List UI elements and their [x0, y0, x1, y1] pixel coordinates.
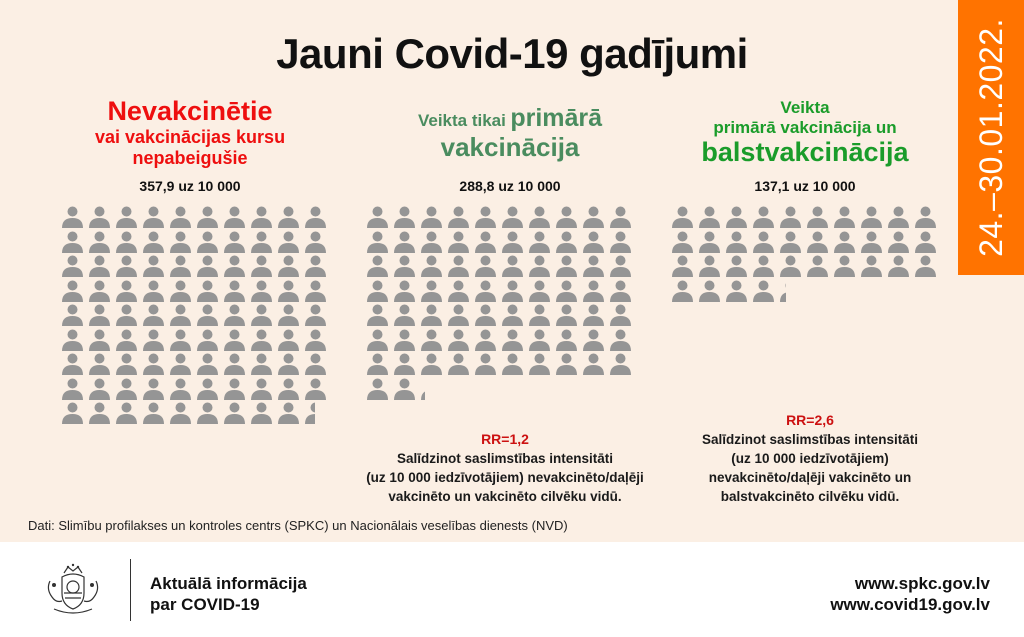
person-icon [421, 280, 442, 302]
pictogram-unvaccinated [62, 206, 326, 424]
person-icon [556, 353, 577, 375]
person-icon [915, 231, 936, 253]
person-icon [89, 402, 110, 424]
heading-booster [670, 98, 940, 168]
person-icon [224, 206, 245, 228]
person-icon [502, 206, 523, 228]
person-icon [448, 304, 469, 326]
person-icon [367, 304, 388, 326]
person-icon [278, 304, 299, 326]
person-icon [251, 329, 272, 351]
person-icon [197, 329, 218, 351]
person-icon [780, 255, 801, 277]
person-icon [394, 280, 415, 302]
person-icon [583, 304, 604, 326]
person-icon [305, 353, 326, 375]
person-icon [116, 402, 137, 424]
rr-primary-line: Salīdzinot saslimstības intensitāti [396, 451, 614, 466]
page-title: Jauni Covid-19 gadījumi [276, 30, 748, 77]
person-icon [224, 304, 245, 326]
person-icon [143, 231, 164, 253]
rr-booster-line: (uz 10 000 iedzīvotājiem) [731, 451, 889, 466]
person-icon [502, 329, 523, 351]
person-icon [278, 255, 299, 277]
person-icon [394, 329, 415, 351]
person-icon [305, 206, 326, 228]
person-icon [753, 206, 774, 228]
person-icon [278, 402, 299, 424]
coat-of-arms-icon [42, 563, 104, 617]
person-icon [305, 304, 326, 326]
person-icon [448, 255, 469, 277]
person-icon [367, 231, 388, 253]
person-icon [62, 255, 83, 277]
person-icon [224, 329, 245, 351]
rr-booster-line: nevakcinēto/daļēji vakcinēto un [708, 470, 912, 485]
person-icon [861, 231, 882, 253]
partial-person-icon [305, 402, 315, 424]
person-icon [62, 402, 83, 424]
person-icon [278, 329, 299, 351]
heading-booster-line1: Veikta [780, 98, 830, 117]
person-icon [529, 280, 550, 302]
person-icon [529, 255, 550, 277]
person-icon [699, 231, 720, 253]
person-icon [116, 206, 137, 228]
footer-info-line2: par COVID-19 [150, 595, 260, 614]
person-icon [394, 231, 415, 253]
heading-primary [365, 104, 655, 163]
person-icon [556, 255, 577, 277]
person-icon [116, 304, 137, 326]
person-icon [726, 255, 747, 277]
person-icon [394, 353, 415, 375]
person-icon [448, 280, 469, 302]
person-icon [143, 353, 164, 375]
person-icon [421, 231, 442, 253]
person-icon [394, 255, 415, 277]
person-icon [224, 402, 245, 424]
person-icon [888, 255, 909, 277]
person-icon [726, 280, 747, 302]
person-icon [753, 255, 774, 277]
heading-unvaccinated-main: Nevakcinētie [107, 96, 273, 126]
person-icon [699, 206, 720, 228]
person-icon [888, 206, 909, 228]
person-icon [143, 304, 164, 326]
person-icon [502, 255, 523, 277]
person-icon [672, 280, 693, 302]
person-icon [170, 329, 191, 351]
person-icon [251, 304, 272, 326]
person-icon [726, 231, 747, 253]
rr-booster [660, 411, 960, 506]
person-icon [89, 353, 110, 375]
person-icon [170, 304, 191, 326]
person-icon [89, 378, 110, 400]
heading-unvaccinated-sub2: nepabeigušie [132, 147, 248, 168]
person-icon [475, 329, 496, 351]
person-icon [367, 255, 388, 277]
person-icon [726, 206, 747, 228]
person-icon [367, 206, 388, 228]
person-icon [672, 231, 693, 253]
person-icon [502, 353, 523, 375]
person-icon [251, 280, 272, 302]
person-icon [62, 378, 83, 400]
rr-primary-value: RR=1,2 [481, 431, 529, 447]
link-spkc[interactable]: www.spkc.gov.lv [854, 574, 990, 593]
rate-unvaccinated: 357,9 uz 10 000 [139, 178, 241, 194]
person-icon [421, 255, 442, 277]
person-icon [610, 329, 631, 351]
person-icon [529, 304, 550, 326]
person-icon [502, 231, 523, 253]
person-icon [610, 280, 631, 302]
person-icon [421, 304, 442, 326]
person-icon [529, 206, 550, 228]
person-icon [421, 206, 442, 228]
person-icon [197, 206, 218, 228]
person-icon [62, 206, 83, 228]
rate-booster: 137,1 uz 10 000 [754, 178, 856, 194]
person-icon [780, 206, 801, 228]
person-icon [62, 231, 83, 253]
person-icon [394, 378, 415, 400]
person-icon [197, 255, 218, 277]
person-icon [699, 255, 720, 277]
person-icon [556, 231, 577, 253]
rr-booster-value: RR=2,6 [786, 412, 834, 428]
person-icon [583, 231, 604, 253]
person-icon [610, 231, 631, 253]
heading-booster-line2: primārā vakcinācija un [713, 117, 897, 137]
person-icon [367, 353, 388, 375]
person-icon [475, 304, 496, 326]
person-icon [583, 280, 604, 302]
person-icon [475, 231, 496, 253]
person-icon [915, 206, 936, 228]
person-icon [807, 206, 828, 228]
person-icon [610, 353, 631, 375]
person-icon [475, 206, 496, 228]
person-icon [834, 206, 855, 228]
person-icon [224, 255, 245, 277]
person-icon [699, 280, 720, 302]
person-icon [672, 206, 693, 228]
person-icon [197, 353, 218, 375]
person-icon [170, 378, 191, 400]
person-icon [305, 231, 326, 253]
person-icon [197, 402, 218, 424]
footer-links [830, 573, 990, 615]
person-icon [529, 329, 550, 351]
heading-primary-pre: Veikta tikai [417, 111, 506, 130]
person-icon [888, 231, 909, 253]
person-icon [529, 353, 550, 375]
heading-primary-bold2: vakcinācija [440, 131, 580, 162]
person-icon [62, 353, 83, 375]
heading-unvaccinated [60, 96, 320, 168]
person-icon [143, 378, 164, 400]
person-icon [448, 353, 469, 375]
person-icon [197, 280, 218, 302]
person-icon [116, 329, 137, 351]
person-icon [278, 206, 299, 228]
footer-info-line1: Aktuālā informācija [150, 574, 307, 593]
link-covid19[interactable]: www.covid19.gov.lv [830, 595, 990, 614]
person-icon [502, 304, 523, 326]
person-icon [89, 280, 110, 302]
person-icon [367, 280, 388, 302]
person-icon [170, 353, 191, 375]
person-icon [861, 206, 882, 228]
person-icon [143, 280, 164, 302]
person-icon [421, 353, 442, 375]
person-icon [367, 378, 388, 400]
person-icon [556, 280, 577, 302]
person-icon [197, 304, 218, 326]
person-icon [556, 206, 577, 228]
rr-primary [340, 430, 670, 506]
person-icon [251, 255, 272, 277]
footer-info [150, 573, 307, 615]
person-icon [305, 255, 326, 277]
person-icon [610, 255, 631, 277]
person-icon [170, 206, 191, 228]
person-icon [583, 255, 604, 277]
person-icon [197, 231, 218, 253]
person-icon [116, 378, 137, 400]
person-icon [89, 231, 110, 253]
person-icon [780, 231, 801, 253]
person-icon [448, 231, 469, 253]
partial-person-icon [421, 378, 425, 400]
person-icon [915, 255, 936, 277]
footer-divider [130, 559, 131, 621]
person-icon [89, 255, 110, 277]
person-icon [305, 329, 326, 351]
person-icon [367, 329, 388, 351]
rr-booster-line: balstvakcinēto cilvēku vidū. [720, 489, 900, 504]
person-icon [753, 280, 774, 302]
person-icon [672, 255, 693, 277]
person-icon [116, 255, 137, 277]
person-icon [394, 206, 415, 228]
rr-booster-line: Salīdzinot saslimstības intensitāti [701, 432, 919, 447]
person-icon [753, 231, 774, 253]
person-icon [305, 378, 326, 400]
person-icon [143, 329, 164, 351]
person-icon [421, 329, 442, 351]
person-icon [556, 329, 577, 351]
person-icon [807, 255, 828, 277]
date-range-text: 24.–30.01.2022. [972, 18, 1009, 257]
person-icon [448, 206, 469, 228]
person-icon [89, 329, 110, 351]
person-icon [475, 255, 496, 277]
person-icon [834, 255, 855, 277]
person-icon [305, 280, 326, 302]
person-icon [278, 353, 299, 375]
person-icon [448, 329, 469, 351]
person-icon [502, 280, 523, 302]
person-icon [116, 280, 137, 302]
person-icon [556, 304, 577, 326]
person-icon [278, 378, 299, 400]
person-icon [62, 304, 83, 326]
person-icon [583, 329, 604, 351]
person-icon [251, 353, 272, 375]
person-icon [834, 231, 855, 253]
person-icon [89, 206, 110, 228]
person-icon [251, 378, 272, 400]
person-icon [278, 280, 299, 302]
person-icon [143, 255, 164, 277]
person-icon [89, 304, 110, 326]
person-icon [251, 206, 272, 228]
person-icon [251, 402, 272, 424]
person-icon [475, 353, 496, 375]
person-icon [116, 353, 137, 375]
person-icon [861, 255, 882, 277]
person-icon [807, 231, 828, 253]
person-icon [610, 206, 631, 228]
pictogram-booster [672, 206, 936, 302]
person-icon [583, 206, 604, 228]
person-icon [197, 378, 218, 400]
rr-primary-line: vakcinēto un vakcinēto cilvēku vidū. [388, 489, 622, 504]
rr-primary-line: (uz 10 000 iedzīvotājiem) nevakcinēto/daļēji [366, 470, 644, 485]
person-icon [529, 231, 550, 253]
person-icon [170, 280, 191, 302]
person-icon [224, 280, 245, 302]
heading-unvaccinated-sub1: vai vakcinācijas kursu [94, 127, 286, 148]
rate-primary: 288,8 uz 10 000 [459, 178, 561, 194]
person-icon [610, 304, 631, 326]
person-icon [224, 353, 245, 375]
person-icon [62, 280, 83, 302]
person-icon [278, 231, 299, 253]
person-icon [394, 304, 415, 326]
person-icon [143, 402, 164, 424]
person-icon [62, 329, 83, 351]
person-icon [170, 402, 191, 424]
person-icon [224, 231, 245, 253]
person-icon [251, 231, 272, 253]
person-icon [475, 280, 496, 302]
person-icon [170, 255, 191, 277]
person-icon [583, 353, 604, 375]
partial-person-icon [780, 280, 786, 302]
person-icon [224, 378, 245, 400]
pictogram-primary [367, 206, 631, 400]
heading-primary-bold1: primārā [510, 104, 603, 132]
person-icon [143, 206, 164, 228]
heading-booster-bold: balstvakcinācija [701, 137, 909, 168]
person-icon [116, 231, 137, 253]
data-source: Dati: Slimību profilakses un kontroles centrs (SPKC) un Nacionālais veselības dienests (NVD) [28, 518, 568, 533]
person-icon [170, 231, 191, 253]
